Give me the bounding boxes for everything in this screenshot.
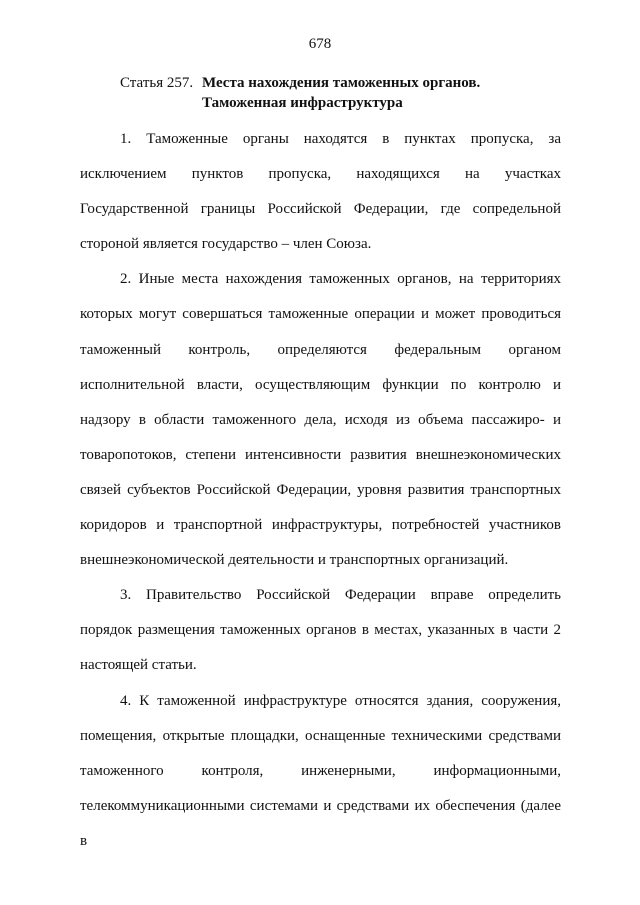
article-body (80, 122, 561, 859)
paragraph-1: 1. Таможенные органы находятся в пунктах пропуска, за исключением пунктов пропуска, находящихся на участках Государственной границы Российской Федерации, где сопредельной стороной является государство – член Союза. (80, 131, 561, 253)
paragraph-2: 2. Иные места нахождения таможенных органов, на территориях которых могут совершаться таможенные операции и может проводиться таможенный контроль, определяются федеральным органом исполнительной власти, осуществляющим функции по контролю и надзору в области таможенного дела, исходя из объема пассажиро- и товаропотоков, степени интенсивности развития внешнеэкономических связей субъектов Российской Федерации, уровня развития транспортных коридоров и транспортной инфраструктуры, потребностей участников внешнеэкономической деятельности и транспортных организаций. (80, 271, 561, 569)
article-title-line-1: Места нахождения таможенных органов. (202, 75, 481, 91)
page-number: 678 (308, 36, 332, 52)
article-title-line-2: Таможенная инфраструктура (202, 95, 403, 111)
article-number: Статья 257. (120, 75, 194, 91)
paragraph-3: 3. Правительство Российской Федерации вправе определить порядок размещения таможенных органов в местах, указанных в части 2 настоящей статьи. (80, 587, 561, 674)
article-header (120, 73, 480, 113)
paragraph-4: 4. К таможенной инфраструктуре относятся здания, сооружения, помещения, открытые площадки, оснащенные техническими средствами таможенного контроля, инженерными, информационными, телекоммуникационными системами и средствами их обеспечения (далее в (80, 692, 561, 849)
